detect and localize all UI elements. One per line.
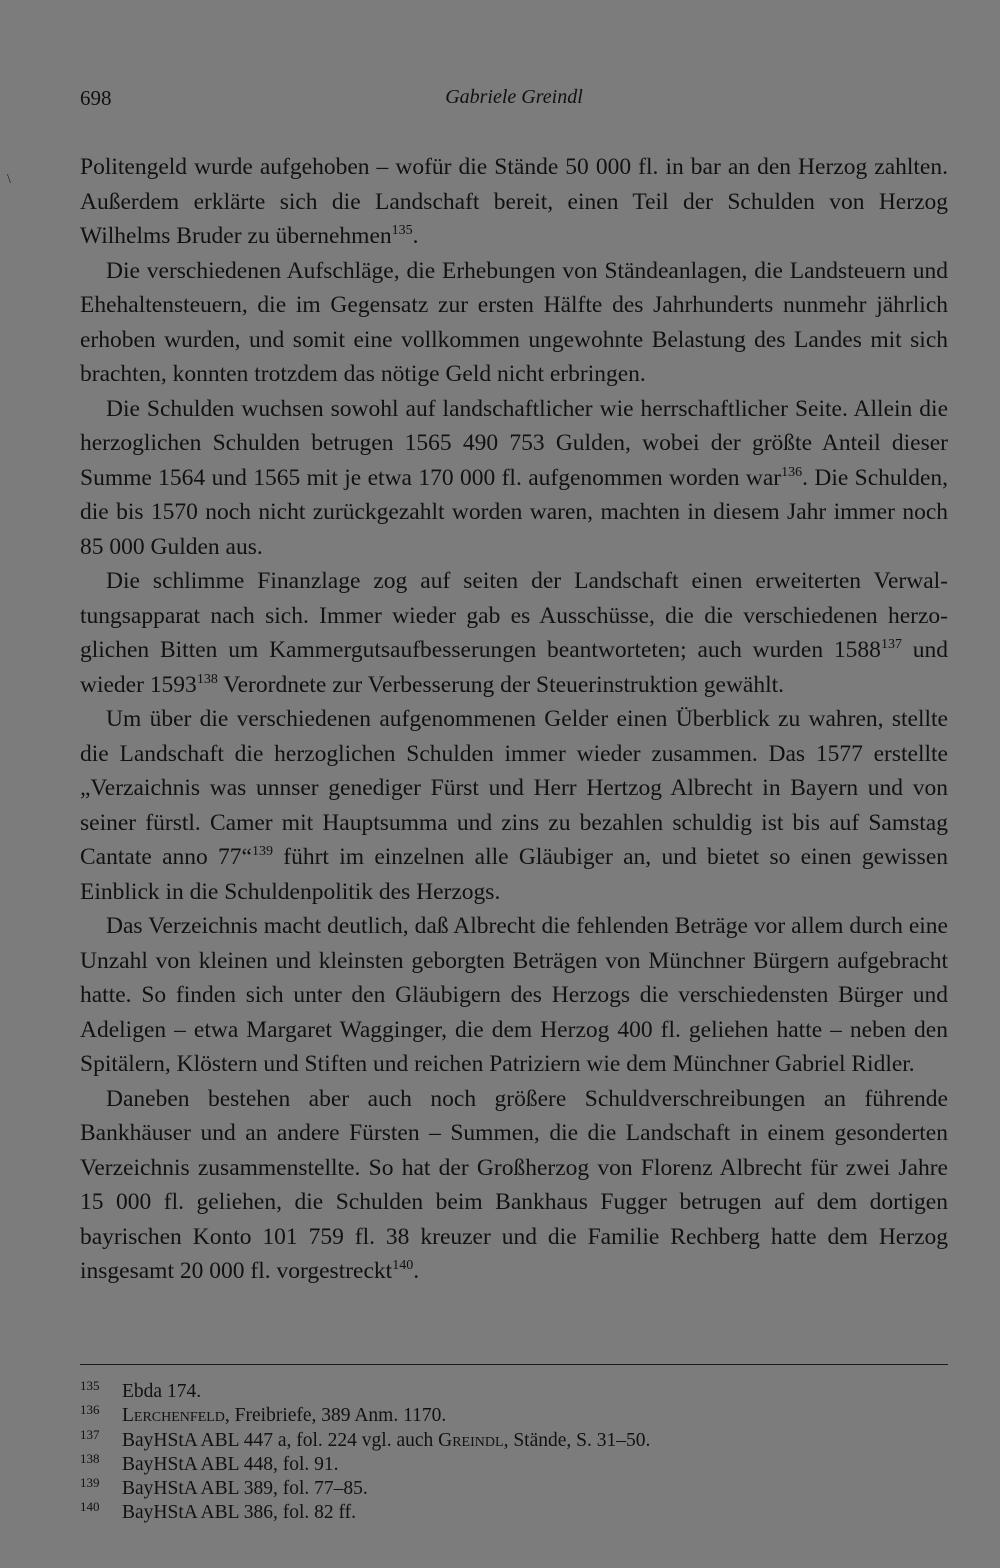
footnote-ref: 137 [880,637,902,652]
footnote: 140 BayHStA ABL 386, fol. 82 ff. [80,1499,357,1524]
text-run: . Die Schulden, die bis 1570 noch nicht zurückgezahlt worden waren, machten in diesem Jahr immer noch 85 000 Gulden aus. [80,464,949,560]
paragraph [80,1082,948,1289]
text-run: Politengeld wurde aufgehoben – wofür die Stände 50 000 fl. in bar an den Herzog zahlten. Außerdem erklärte sich die Landschaft bereit, einen Teil der Schulden von Herzog Wilhelms Bruder zu übernehmen [80,154,948,249]
text-run: BayHStA ABL 386, fol. 82 ff. [122,1502,357,1524]
footnote: 135 Ebda 174. [80,1378,202,1402]
text-run: und wieder 1593 [80,637,948,698]
running-title: Gabriele Greindl [445,86,583,108]
paragraph [80,150,948,254]
page-number: 698 [80,86,112,110]
footnotes [80,1380,948,1526]
paragraph [80,254,948,392]
footnote-ref: 140 [392,1258,414,1273]
footnote: 139 BayHStA ABL 389, fol. 77–85. [80,1475,368,1500]
stray-mark: \ [7,172,11,187]
paragraph [80,909,948,1082]
text-run: Daneben bestehen aber auch noch größere Schuldverschreibungen an führende Bankhäuser und an andere Fürsten – Summen, die die Landschaft in einem gesonderten Verzeichnis zusammenstellte. So hat der Großherzog von Florenz Albrecht für zwei Jahre 15 000 fl. geliehen, die Schulden beim Bankhaus Fugger betrugen auf dem dortigen bayrischen Konto 101 759 fl. 38 kreuzer und die Familie Rechberg hatte dem Herzog insgesamt 20 000 fl. vorgestreckt [80,1085,948,1284]
text-run: , Freibriefe, 389 Anm. 1170. [224,1405,447,1427]
text-run: Verordnete zur Verbesserung der Steuerinstruktion gewählt. [217,671,785,698]
text-run: , Stände, S. 31–50. [503,1429,651,1451]
text-run: Ebda 174. [122,1381,202,1402]
text-run: führt im einzelnen alle Gläubiger an, und bietet so einen gewissen Einblick in die Schuldenpolitik des Herzogs. [80,844,948,905]
author-name: Lerchenfeld [122,1405,225,1427]
footnote: 136 Lerchenfeld, Freibriefe, 389 Anm. 1170. [80,1402,447,1427]
text-run: Das Verzeichnis macht deutlich, daß Albrecht die fehlenden Beträge vor allem durch eine Unzahl von kleinen und kleinsten geborgten Beträgen von Münchner Bürgern aufgebracht hatte. So finden sich unter den Gläubigern des Herzogs die verschiedensten Bürger und Adeligen – etwa Margaret Wagginger, die dem Herzog 400 fl. geliehen hatte – neben den Spitälern, Klöstern und Stiften und reichen Patriziern wie dem Münchner Gabriel Ridler. [80,913,948,1077]
footnote-ref: 138 [196,671,218,687]
paragraph [80,392,948,565]
text-run: BayHStA ABL 447 a, fol. 224 vgl. auch [122,1429,439,1451]
text-run: Die verschiedenen Aufschläge, die Erhebungen von Ständeanlagen, die Landsteuern und Ehehaltensteuern, die im Gegensatz zur ersten Hälfte des Jahrhunderts nunmehr jährlich erhoben wurden, und somit eine vollkommen ungewohnte Belastung des Landes mit sich brachten, konnten trotzdem das nötige Geld nicht erbringen. [80,257,948,387]
text-run: BayHStA ABL 389, fol. 77–85. [122,1478,368,1500]
footnote: 138 BayHStA ABL 448, fol. 91. [80,1450,339,1475]
footnote: 137 BayHStA ABL 447 a, fol. 224 vgl. auch Greindl, Stände, S. 31–50. [80,1426,651,1451]
author-name: Greindl [438,1429,504,1451]
footnote-rule [80,1364,948,1365]
text-run: . [413,1258,420,1284]
body-text [80,150,948,1289]
text-run: Die Schulden wuchsen sowohl auf landschaftlicher wie herrschaftlicher Seite. Allein die herzoglichen Schulden betrugen 1565 490 753 Gulden, wobei der größte Anteil dieser Summe 1564 und 1565 mit je etwa 170 000 fl. aufgenommen worden war [80,395,948,491]
footnote-ref: 135 [391,223,413,238]
text-run: BayHStA ABL 448, fol. 91. [122,1453,339,1475]
footnote-ref: 139 [251,844,273,859]
page-header [80,86,948,116]
text-run: Die schlimme Finanzlage zog auf seiten der Landschaft einen erweiterten Verwaltungsapparat nach sich. Immer wieder gab es Ausschüsse, die die verschiedenen herzoglichen Bitten um Kammergutsaufbesserungen beantworteten; auch wurden 1588 [80,568,948,663]
text-run: . [412,223,419,249]
text-run: Um über die verschiedenen aufgenommenen Gelder einen Überblick zu wahren, stellte die Landschaft die herzoglichen Schulden immer wieder zusammen. Das 1577 erstellte „Verzaichnis was unnser genediger Fürst und Herr Hertzog Albrecht in Bayern und von seiner fürstl. Camer mit Hauptsumma und zins zu bezahlen schuldig ist bis auf Samstag Cantate anno 77“ [80,706,948,870]
footnote-ref: 136 [781,464,803,480]
paragraph [80,702,948,909]
paragraph [80,564,948,702]
